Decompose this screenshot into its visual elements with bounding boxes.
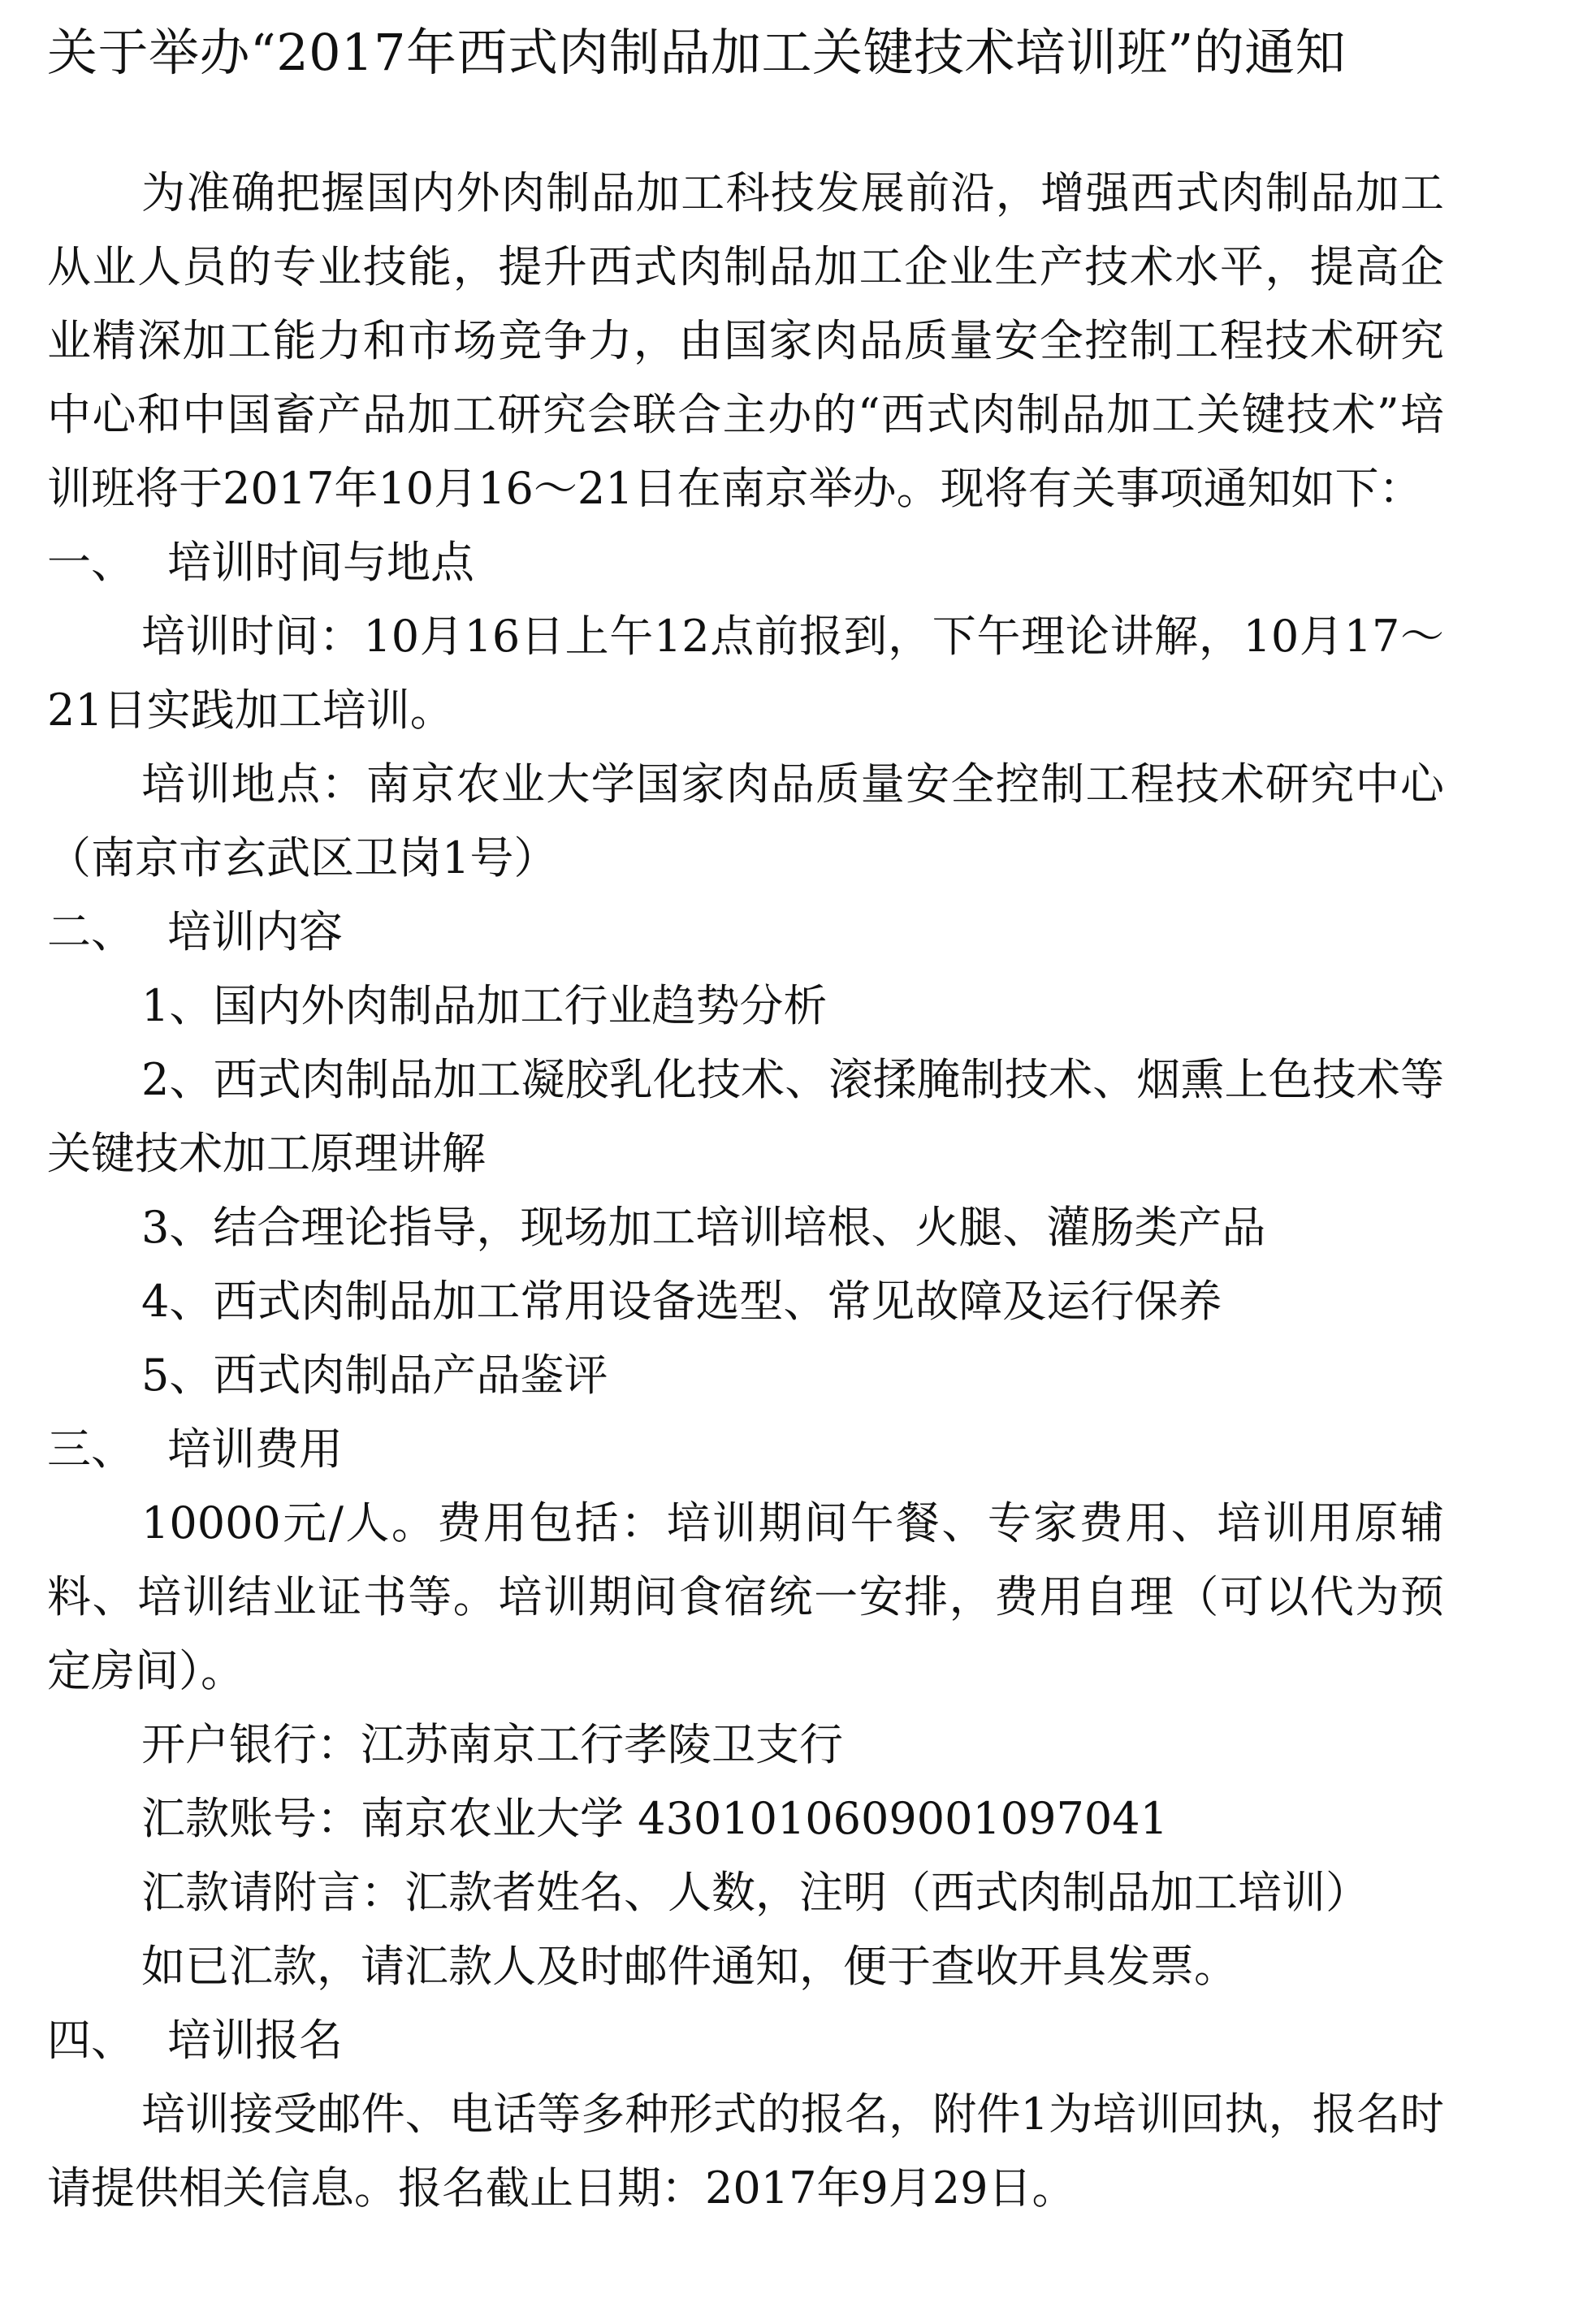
section-title: 培训内容 bbox=[167, 906, 343, 957]
content-item: 1、国内外肉制品加工行业趋势分析 bbox=[141, 980, 828, 1031]
notice-title: 关于举办“2017年西式肉制品加工关键技术培训班”的通知 bbox=[47, 23, 1347, 82]
training-time-paragraph: 培训时间：10月16日上午12点前报到，下午理论讲解，10月17～21日实践加工培训。 bbox=[47, 611, 1444, 736]
section-heading-2 bbox=[47, 895, 1444, 969]
section-heading-3 bbox=[47, 1412, 1444, 1486]
fee-paragraph: 10000元/人。费用包括：培训期间午餐、专家费用、培训用原辅料、培训结业证书等。培训期间食宿统一安排，费用自理（可以代为预定房间）。 bbox=[47, 1497, 1444, 1696]
registration-paragraph: 培训接受邮件、电话等多种形式的报名，附件1为培训回执，报名时请提供相关信息。报名截止日期：2017年9月29日。 bbox=[47, 2089, 1444, 2214]
training-location-paragraph: 培训地点：南京农业大学国家肉品质量安全控制工程技术研究中心（南京市玄武区卫岗1号） bbox=[47, 758, 1444, 883]
section-number: 四、 bbox=[47, 2015, 135, 2066]
content-item: 4、西式肉制品加工常用设备选型、常见故障及运行保养 bbox=[141, 1276, 1222, 1327]
intro-paragraph: 为准确把握国内外肉制品加工科技发展前沿，增强西式肉制品加工从业人员的专业技能，提升西式肉制品加工企业生产技术水平，提高企业精深加工能力和市场竞争力，由国家肉品质量安全控制工程技术研究中心和中国畜产品加工研究会联合主办的“西式肉制品加工关键技术”培训班将于2017年10月16～21日在南京举办。现将有关事项通知如下： bbox=[47, 167, 1444, 514]
content-item: 3、结合理论指导，现场加工培训培根、火腿、灌肠类产品 bbox=[141, 1202, 1266, 1253]
section-number: 二、 bbox=[47, 906, 135, 957]
account-paragraph: 汇款账号：南京农业大学 4301010609001097041 bbox=[141, 1793, 1168, 1844]
notice-body bbox=[47, 156, 1444, 2225]
section-title: 培训时间与地点 bbox=[167, 537, 474, 588]
remittance-note-paragraph: 汇款请附言：汇款者姓名、人数，注明（西式肉制品加工培训） bbox=[141, 1867, 1369, 1918]
bank-paragraph: 开户银行：江苏南京工行孝陵卫支行 bbox=[141, 1719, 843, 1770]
section-title: 培训费用 bbox=[167, 1423, 343, 1475]
content-item: 2、西式肉制品加工凝胶乳化技术、滚揉腌制技术、烟熏上色技术等关键技术加工原理讲解 bbox=[47, 1054, 1444, 1179]
section-number: 一、 bbox=[47, 537, 135, 588]
section-heading-4 bbox=[47, 2003, 1444, 2077]
content-item: 5、西式肉制品产品鉴评 bbox=[141, 1350, 608, 1401]
invoice-paragraph: 如已汇款，请汇款人及时邮件通知，便于查收开具发票。 bbox=[141, 1941, 1238, 1992]
section-number: 三、 bbox=[47, 1423, 135, 1475]
section-title: 培训报名 bbox=[167, 2015, 343, 2066]
section-heading-1 bbox=[47, 525, 1444, 599]
